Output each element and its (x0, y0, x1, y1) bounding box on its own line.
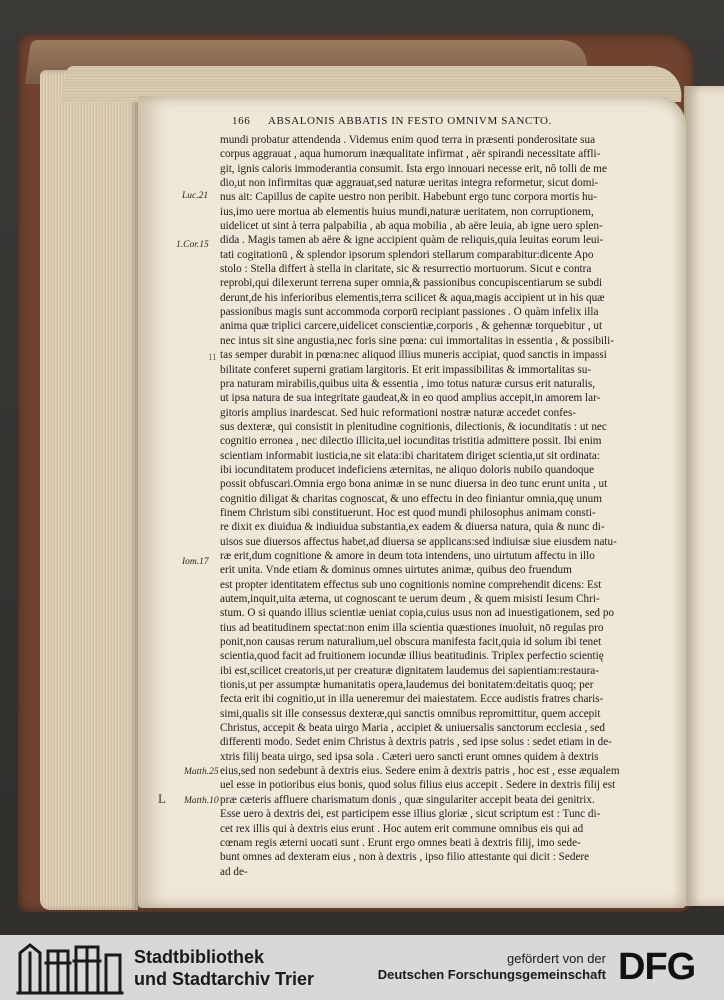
page-edges (40, 70, 138, 910)
text-line: bilitate conferet superni gratiam largitoris. Et erit impassibilitas & immortalitas su- (220, 363, 592, 376)
text-line: tius ad beatitudinem spectat:non enim illa scientia quæstiones inuoluit, nō regulas pro (220, 621, 604, 634)
trier-library-logo-icon (16, 941, 124, 997)
text-line: stolo : Stella differt à stella in claritate, sic & resurrectio mortuorum. Sicut e contra (220, 263, 592, 276)
text-line: git, ignis caloris immoderantia consumit. Ista ergo innouari necesse erit, nô tolli de me (220, 162, 607, 175)
text-line: tati cogitationū , & splendor ipsorum splendori stellarum comparabitur:dicente Apo (220, 248, 594, 261)
text-line: anima quæ triplici carcere,uidelicet conscientiæ,corporis , & gehennæ torquebitur , ut (220, 320, 603, 333)
text-line: dida . Magis tamen ab aëre & igne accipient quàm de reliquis,quia leuitas eorum leui- (220, 234, 604, 247)
text-line: cœnam regis æterni uocati sunt . Erunt ergo omnes beati à dextris filij, imo sede- (220, 836, 581, 849)
text-line: passionibus magis sunt accommoda corporū recipiant passiones . O quàm infelix illa (220, 306, 599, 319)
text-line: differenti modo. Sedet enim Christus à dextris patris , sed ipse solus : sedet etiam in de- (220, 736, 612, 749)
text-line: derunt,de his inferioribus elementis,terra scilicet & aqua,magis accipient ut in his quæ (220, 291, 605, 304)
text-line: pra naturam mirabilis,quibus uita & essentia , imo totus naturæ cursus erit naturalis, (220, 377, 596, 390)
running-head-title: ABSALONIS ABBATIS IN FESTO OMNIVM SANCTO. (268, 115, 552, 127)
text-line: tas semper durabit in pœna:nec aliquod illius muneris accipiat, quod sanctis in impassi (220, 349, 607, 362)
text-line: ut ipsa natura de sua integritate gaudeat,& in eo quod amplius accepit,in amorem lar- (220, 392, 601, 405)
institution-line-1: Stadtbibliothek (134, 947, 264, 967)
dfg-logo: DFG (618, 946, 696, 988)
text-line: dio,ut non infirmitas quæ aggrauat,sed naturæ ueritas integra reformetur, sicut domi- (220, 177, 599, 190)
text-line: gitoris amplius inardescat. Sed huic reformationi nostræ naturæ accedet confes- (220, 406, 577, 419)
text-line: stum. O si quando illius scientiæ ueniat copia,cuius usus non ad inuestigationem, sed po (220, 607, 615, 620)
margin-note: Luc.21 (182, 191, 209, 201)
body-text (220, 133, 640, 879)
text-line: possit obfuscari.Omnia ergo bona animæ in se nunc diuersa in deo tunc erunt unita , ut (220, 478, 608, 491)
text-line: autem,inquit,uita æterna, ut cognoscant te uerum deum , & quem misisti Iesum Chri- (220, 593, 600, 605)
text-line: sus dexteræ, qui consistit in plenitudine cognitionis, dilectionis, & iocunditatis : ut nec (220, 420, 607, 433)
text-line: nus ait: Capillus de capite uestro non peribit. Habebunt ergo tunc corpora mortis hu- (220, 191, 597, 204)
text-line: uidelicet ut sint à terra palpabilia , ab aqua mobilia , ab aëre leuia, ab igne uero splen- (220, 220, 603, 233)
margin-note: Matth.25 (184, 767, 219, 777)
institution-name (134, 946, 314, 990)
text-line: reprobi,qui dilexerunt terrena super omnia,& passionibus concupiscentiarum se subdi (220, 277, 603, 290)
text-line: xtris filij beata uirgo, sed ipsa sola . Cæteri uero sancti erunt omnes quidem à dextris (220, 750, 599, 763)
text-line: bunt omnes ad dexteram eius , non à dextris , ipso filio attestante qui dicit : Sedere (220, 851, 590, 864)
institution-line-2: und Stadtarchiv Trier (134, 969, 315, 989)
text-line: mundi probatur attendenda . Videmus enim quod terra in præsenti ponderositate sua (220, 134, 596, 146)
text-line: uel esse in potioribus eius bonis, quod solus filius eius accepit . Sedere in dextris filij est (220, 779, 616, 792)
margin-mark: L (158, 791, 166, 806)
footer-banner (0, 935, 724, 1000)
text-line: Christus, accepit & beata uirgo Maria , accipiet & uniuersalis sanctorum ecclesia , sed (220, 722, 606, 735)
text-line: cognitio diligat & charitas cognoscat, & uno effectu in deo finiantur omnia,quę unum (220, 492, 602, 505)
text-line: erit unita. Vnde etiam & dominus omnes uirtutes animæ, quibus deo fruendum (220, 564, 572, 577)
margin-note: Matth.10 (184, 796, 219, 806)
text-line: scientiam informabit iusticia,ne sit elata:ibi charitatem diriget scientia,ut sit ordinata: (220, 449, 600, 462)
margin-note: Iom.17 (182, 557, 209, 567)
text-line: ad de- (220, 865, 248, 878)
text-line: ibi est,scilicet creatoris,ut per creaturæ dignitatem laudemus dei sapientiam:restaura- (220, 664, 599, 677)
text-line: ibi iocunditatem producet indeficiens æternitas, ne aliquo doloris nubilo quandoque (220, 463, 595, 476)
text-line: ponit,non causas rerum naturalium,uel obscura manifesta facit,quia id solum ibi tenet (220, 636, 602, 649)
text-line: corpus aggrauat , aqua humorum inæqualitate infirmat , aër spirandi necessitate affli- (220, 148, 601, 161)
facing-page (684, 86, 724, 906)
text-line: simi,qualis sit ille consessus dexteræ,qui sanctis omnibus repromittitur, quem accepit (220, 707, 601, 720)
text-line: ræ erit,dum cognitione & amore in deum tota intendens, uno uirtutum affectu in illo (220, 549, 595, 562)
text-line: fecta erit ibi cognitio,ut in illa ueneremur dei maiestatem. Ecce audistis fratres charis- (220, 693, 604, 706)
text-line: re dixit ex diuidua & indiuidua substantia,ex eadem & diuersa natura, quia & nunc di- (220, 521, 605, 534)
funding-line-1: gefördert von der (506, 951, 606, 966)
text-line: Esse uero à dextris dei, est participem esse illius gloriæ , sicut scriptum est : Tunc di- (220, 808, 601, 821)
text-line: præ cæteris affluere charismatum donis , quæ singulariter accepit beata dei genitrix. (220, 793, 595, 806)
text-line: ius,imo uere mortua ab elementis huius mundi,naturæ ueritatem, non corruptionem, (220, 205, 594, 218)
text-line: nec intus sit sine angustia,nec foris sine pœna: cui immortalitas in essentia , & possibili- (220, 334, 614, 347)
margin-mark: 11 (208, 352, 217, 362)
text-line: est propter identitatem effectus sub uno cognitionis nomine comprehendit dicens: Est (220, 578, 602, 591)
margin-note: 1.Cor.15 (176, 240, 209, 250)
funding-note (378, 951, 606, 983)
text-line: finem Christum sibi constituerunt. Hoc est quod mundi philosophus animam consti- (220, 506, 596, 519)
text-line: cet rex illis qui à dextris eius erunt . Hoc autem erit commune omnibus eis qui ad (220, 822, 584, 835)
text-line: eius,sed non sedebunt à dextris eius. Sedere enim à dextris patris , hoc est , esse æqualem (220, 765, 620, 778)
text-line: tionis,ut per assumptæ humanitatis opera,laudemus dei bonitatem:deitatis quoq; per (220, 679, 594, 692)
text-line: cognitio erronea , nec dilectio illicita,uel iocunditas tristitia admittere possit. Ibi enim (220, 435, 602, 448)
page-number: 166 (232, 115, 251, 127)
text-line: uisos sue diuersos affectus habet,ad diuersa se applicans:sed indiuisæ siue eiusdem natu- (220, 535, 617, 548)
funding-line-2: Deutschen Forschungsgemeinschaft (377, 967, 606, 982)
text-line: scientia,quod facit ad fruitionem iocundæ illius beatitudinis. Triplex perfectio scientię (220, 650, 604, 663)
